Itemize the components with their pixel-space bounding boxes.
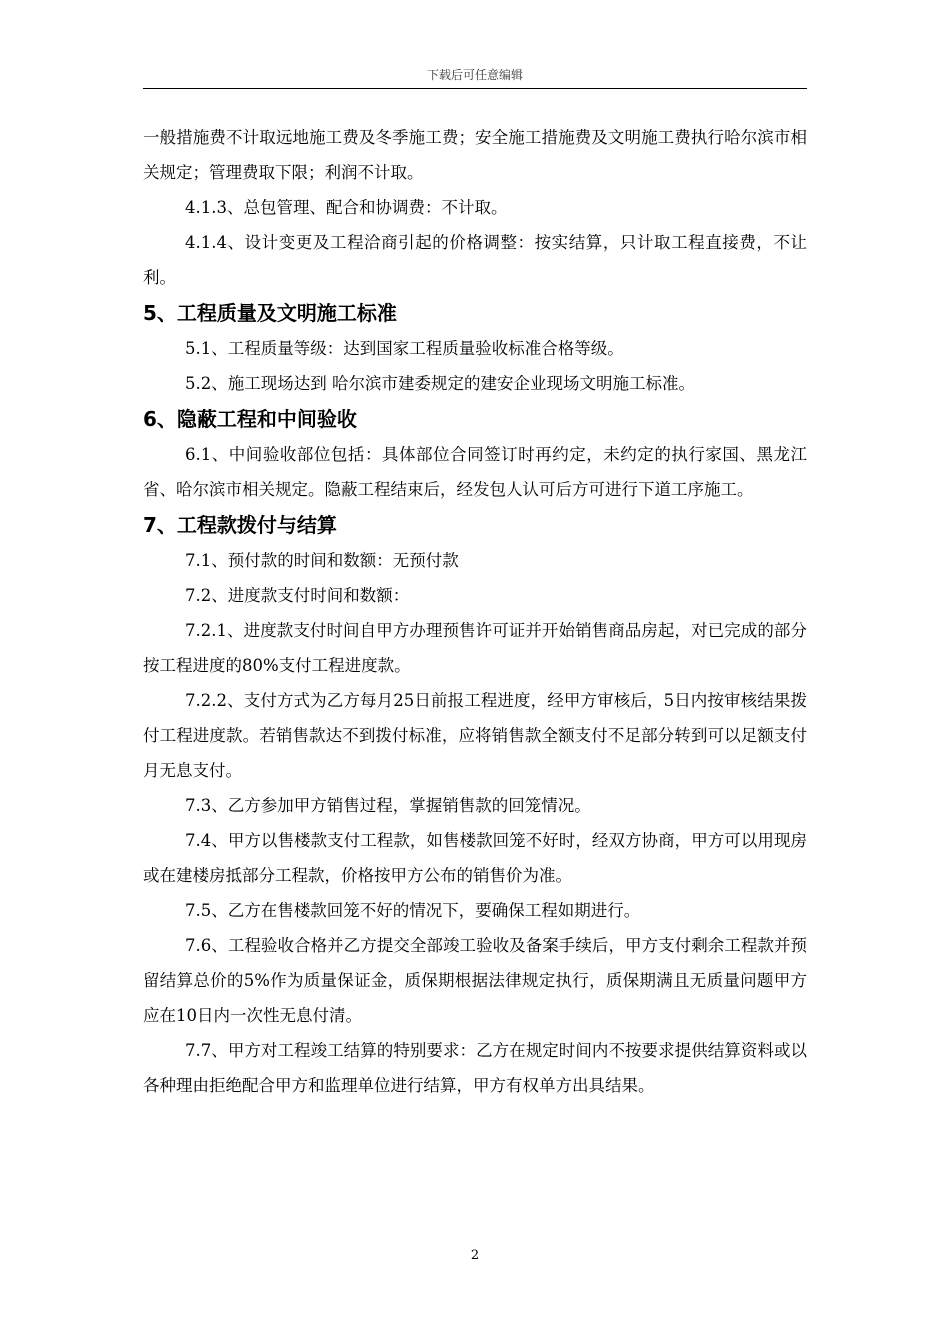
paragraph-7-6: 7.6、工程验收合格并乙方提交全部竣工验收及备案手续后，甲方支付剩余工程款并预留结算总价的5%作为质量保证金，质保期根据法律规定执行，质保期满且无质量问题甲方应在10日内一次性无息付清。 xyxy=(143,936,807,1025)
page-header: 下载后可任意编辑 xyxy=(426,68,523,82)
paragraph-cost-rules: 一般措施费不计取远地施工费及冬季施工费；安全施工措施费及文明施工费执行哈尔滨市相关规定；管理费取下限；利润不计取。 xyxy=(143,128,807,182)
header-divider xyxy=(143,88,807,89)
paragraph-5-2: 5.2、施工现场达到 哈尔滨市建委规定的建安企业现场文明施工标准。 xyxy=(185,374,695,393)
paragraph-7-7: 7.7、甲方对工程竣工结算的特别要求：乙方在规定时间内不按要求提供结算资料或以各种理由拒绝配合甲方和监理单位进行结算，甲方有权单方出具结果。 xyxy=(143,1041,807,1095)
paragraph-7-2: 7.2、进度款支付时间和数额： xyxy=(185,586,410,605)
document-body xyxy=(143,120,807,1103)
paragraph-7-4: 7.4、甲方以售楼款支付工程款，如售楼款回笼不好时，经双方协商，甲方可以用现房或在建楼房抵部分工程款，价格按甲方公布的销售价为准。 xyxy=(143,831,807,885)
paragraph-7-1: 7.1、预付款的时间和数额：无预付款 xyxy=(185,551,459,570)
paragraph-7-2-1: 7.2.1、进度款支付时间自甲方办理预售许可证并开始销售商品房起，对已完成的部分按工程进度的80%支付工程进度款。 xyxy=(143,621,807,675)
paragraph-7-3: 7.3、乙方参加甲方销售过程，掌握销售款的回笼情况。 xyxy=(185,796,591,815)
paragraph-6-1: 6.1、中间验收部位包括：具体部位合同签订时再约定，未约定的执行家国、黑龙江省、哈尔滨市相关规定。隐蔽工程结束后，经发包人认可后方可进行下道工序施工。 xyxy=(143,445,807,499)
heading-section-5: 5、工程质量及文明施工标准 xyxy=(143,301,397,325)
heading-section-6: 6、隐蔽工程和中间验收 xyxy=(143,407,357,431)
paragraph-5-1: 5.1、工程质量等级：达到国家工程质量验收标准合格等级。 xyxy=(185,339,624,358)
paragraph-4-1-4: 4.1.4、设计变更及工程洽商引起的价格调整：按实结算，只计取工程直接费，不让利。 xyxy=(143,233,807,287)
page-number: 2 xyxy=(470,1248,480,1263)
paragraph-7-2-2: 7.2.2、支付方式为乙方每月25日前报工程进度，经甲方审核后，5日内按审核结果拨付工程进度款。若销售款达不到拨付标准，应将销售款全额支付不足部分转到可以足额支付月无息支付。 xyxy=(143,691,807,780)
paragraph-7-5: 7.5、乙方在售楼款回笼不好的情况下，要确保工程如期进行。 xyxy=(185,901,641,920)
paragraph-4-1-3: 4.1.3、总包管理、配合和协调费：不计取。 xyxy=(185,198,508,217)
heading-section-7: 7、工程款拨付与结算 xyxy=(143,513,337,537)
